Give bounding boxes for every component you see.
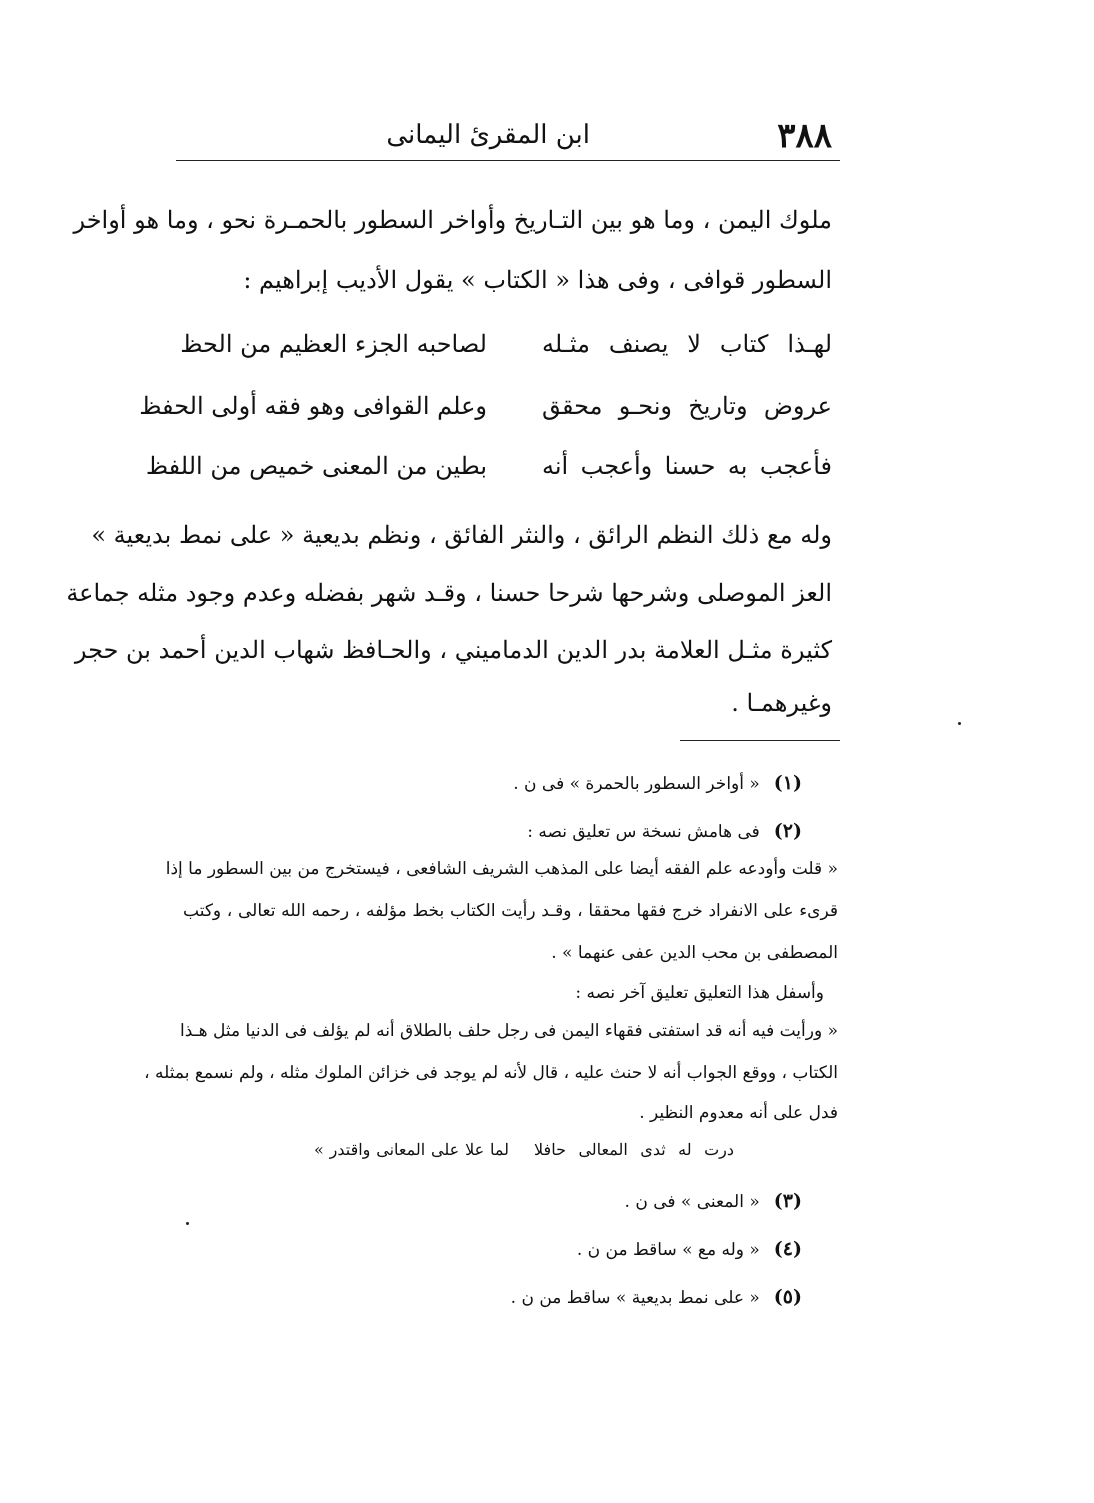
footnote-text: « أواخر السطور بالحمرة » فى ن . [513, 774, 760, 794]
verse-hemistich-second: لصاحبه الجزء العظيم من الحظ [180, 330, 487, 358]
footnote-number: (١) [773, 772, 802, 794]
body-line: العز الموصلى وشرحها شرحا حسنا ، وقـد شهر بفضله وعدم وجود مثله جماعة [66, 579, 832, 607]
footnote-2 [527, 820, 802, 843]
verse-hemistich-second: لما علا على المعانى واقتدر » [314, 1140, 509, 1159]
body-line: وغيرهمـا . [731, 689, 832, 717]
footnote-number: (٤) [773, 1238, 802, 1260]
footnote-number: (٥) [773, 1286, 802, 1308]
verse-hemistich-first: عروض وتاريخ ونحـو محقق [542, 392, 832, 420]
verse-hemistich-first: درت له ثدى المعالى حافلا [534, 1140, 734, 1159]
footnote-separator [680, 740, 840, 741]
header-rule [176, 160, 840, 161]
scan-speck [186, 1222, 189, 1225]
footnote-number: (٣) [773, 1190, 802, 1212]
body-line: السطور قوافى ، وفى هذا « الكتاب » يقول الأديب إبراهيم : [243, 266, 832, 294]
footnote-4 [577, 1238, 802, 1261]
footnote-line: الكتاب ، ووقع الجواب أنه لا حنث عليه ، قال لأنه لم يوجد فى خزائن الملوك مثله ، ولم نسمع بمثله ، [144, 1063, 838, 1083]
running-title: ابن المقرئ اليمانى [386, 120, 590, 150]
footnote-text: « وله مع » ساقط من ن . [576, 1240, 760, 1260]
footnote-line: « ورأيت فيه أنه قد استفتى فقهاء اليمن فى رجل حلف بالطلاق أنه لم يؤلف فى الدنيا مثل هـذا [180, 1021, 838, 1041]
body-line: كثيرة مثـل العلامة بدر الدين الدماميني ، والحـافظ شهاب الدين أحمد بن حجر [74, 636, 832, 664]
footnote-number: (٢) [773, 820, 802, 842]
footnote-1 [513, 772, 802, 795]
footnote-line: « قلت وأودعه علم الفقه أيضا على المذهب الشريف الشافعى ، فيستخرج من بين السطور ما إذا [165, 859, 838, 879]
verse-line [180, 330, 832, 364]
footnote-line: قرىء على الانفراد خرج فقها محققا ، وقـد رأيت الكتاب بخط مؤلفه ، رحمه الله تعالى ، وكتب [183, 901, 838, 921]
footnote-5 [511, 1286, 802, 1309]
footnote-text: « المعنى » فى ن . [624, 1192, 760, 1212]
footnote-verse [314, 1140, 734, 1164]
verse-line [139, 392, 832, 426]
verse-hemistich-second: وعلم القوافى وهو فقه أولى الحفظ [139, 392, 487, 420]
verse-hemistich-second: بطين من المعنى خميص من اللفظ [145, 452, 487, 480]
body-line: وله مع ذلك النظم الرائق ، والنثر الفائق ، ونظم بديعية « على نمط بديعية » [91, 521, 832, 549]
page-header [176, 112, 840, 156]
body-line: ملوك اليمن ، وما هو بين التـاريخ وأواخر السطور بالحمـرة نحو ، وما هو أواخر [73, 206, 832, 234]
footnote-line: وأسفل هذا التعليق تعليق آخر نصه : [575, 983, 824, 1003]
verse-hemistich-first: لهـذا كتاب لا يصنف مثـله [542, 330, 832, 358]
footnote-line: المصطفى بن محب الدين عفى عنهما » . [551, 943, 838, 963]
footnote-text: « على نمط بديعية » ساقط من ن . [510, 1288, 760, 1308]
footnote-text: فى هامش نسخة س تعليق نصه : [527, 822, 760, 842]
footnote-line: فدل على أنه معدوم النظير . [639, 1103, 838, 1123]
footnote-3 [625, 1190, 802, 1213]
verse-hemistich-first: فأعجب به حسنا وأعجب أنه [542, 452, 832, 480]
scan-speck [958, 722, 961, 725]
verse-line [145, 452, 832, 486]
page-number: ٣٨٨ [777, 116, 832, 156]
